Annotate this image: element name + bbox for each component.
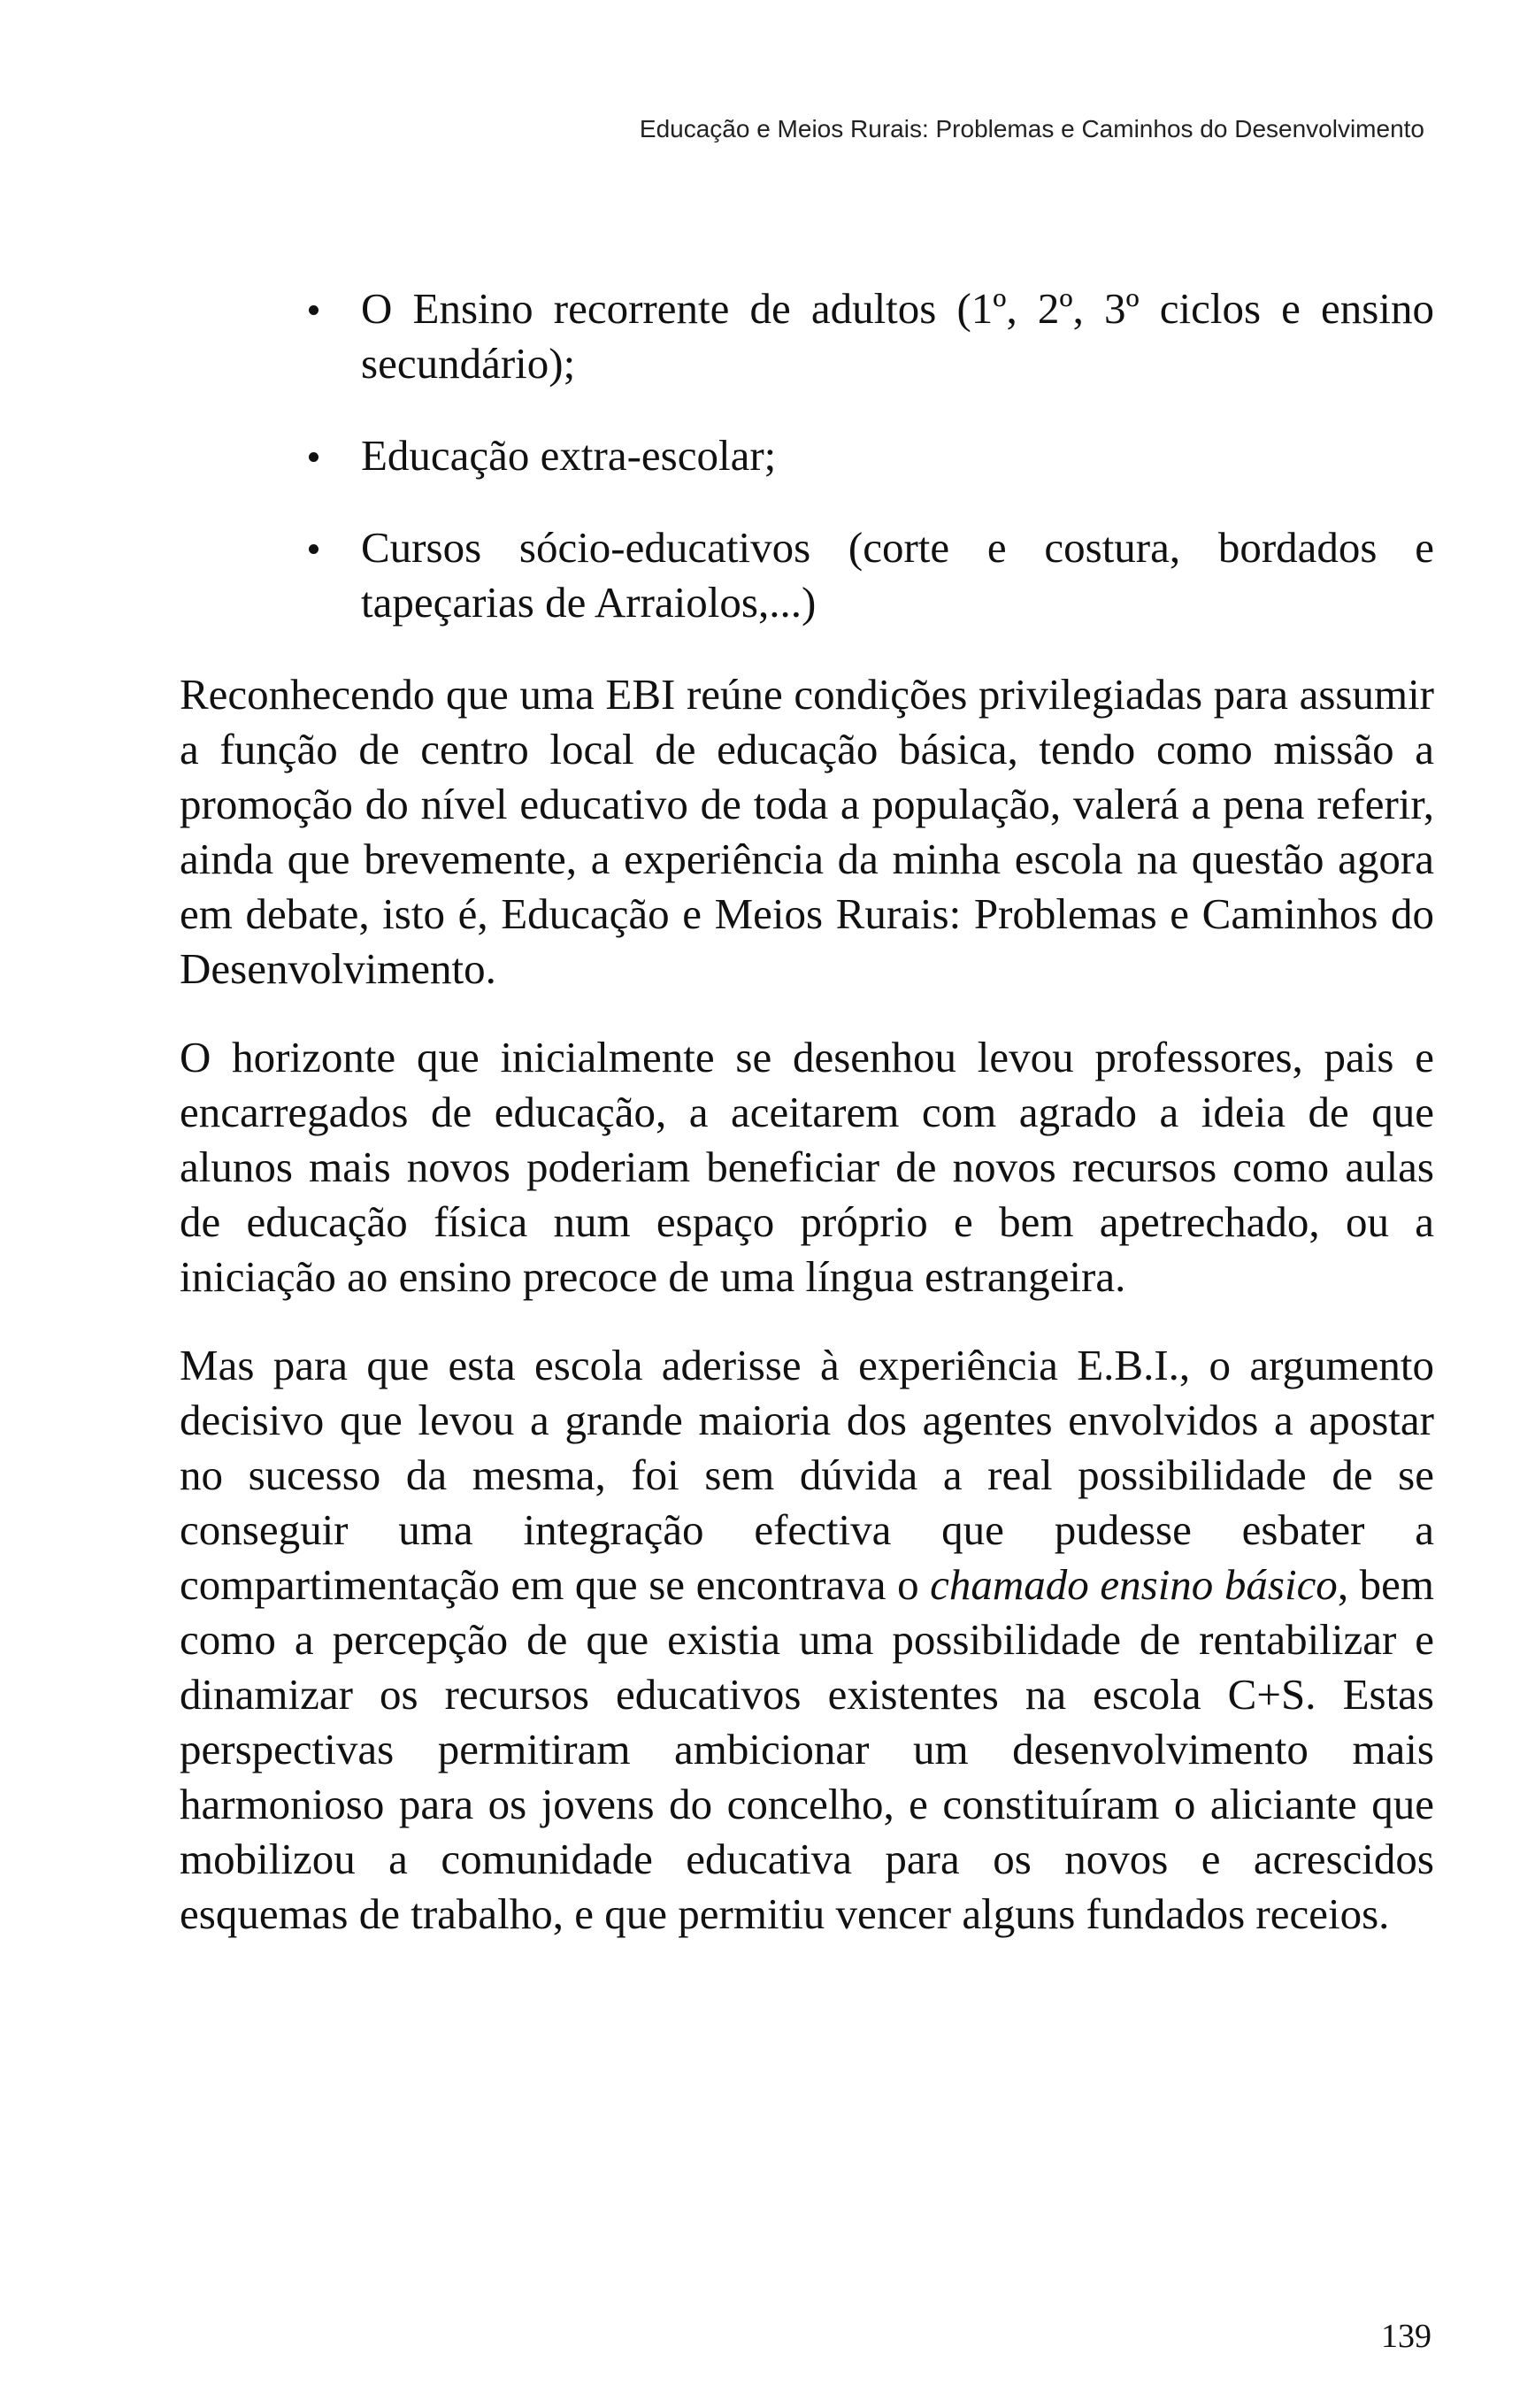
paragraph bbox=[180, 1338, 1434, 1942]
paragraph: O horizonte que inicialmente se desenhou levou professores, pais e encarregados de educação, a aceitarem com agrado a ideia de que alunos mais novos poderiam beneficiar de novos recursos como aulas de educação física num espaço próprio e bem apetrechado, ou a iniciação ao ensino precoce de uma língua estrangeira. bbox=[180, 1033, 1434, 1301]
bullet-icon bbox=[309, 544, 319, 554]
bullet-list bbox=[180, 281, 1434, 630]
list-item-text: Cursos sócio-educativos (corte e costura, bordados e tapeçarias de Arraiolos,...) bbox=[361, 523, 1434, 627]
list-item-text: Educação extra-escolar; bbox=[361, 431, 777, 480]
bullet-icon bbox=[309, 305, 319, 315]
paragraph-text: Mas para que esta escola aderisse à experiência E.B.I., o argumento decisivo que levou a grande maioria dos agentes envolvidos a apostar no sucesso da mesma, foi sem dúvida a real possibilidade de se conseguir uma integração efectiva que pudesse esbater a compartimentação em que se encontrava o bbox=[180, 1341, 1434, 1609]
paragraph: Reconhecendo que uma EBI reúne condições privilegiadas para assumir a função de centro local de educação básica, tendo como missão a promoção do nível educativo de toda a população, valerá a pena referir, ainda que brevemente, a experiência da minha escola na questão agora em debate, isto é, Educação e Meios Rurais: Problemas e Caminhos do Desenvolvimento. bbox=[180, 670, 1434, 993]
bullet-icon bbox=[309, 452, 319, 462]
paragraph-text: , bem como a percepção de que existia uma possibilidade de rentabilizar e dinamizar os recursos educativos existentes na escola C+S. Estas perspectivas permitiram ambicionar um desenvolvimento mais harmonioso para os jovens do concelho, e constituíram o aliciante que mobilizou a comunidade educativa para os novos e acrescidos esquemas de trabalho, e que permitiu vencer alguns fundados receios. bbox=[180, 1560, 1434, 1938]
list-item bbox=[180, 281, 1434, 391]
list-item bbox=[180, 520, 1434, 630]
list-item-text: O Ensino recorrente de adultos (1º, 2º, 3º ciclos e ensino secundário); bbox=[361, 284, 1434, 388]
list-item bbox=[180, 428, 1434, 483]
running-header: Educação e Meios Rurais: Problemas e Caminhos do Desenvolvimento bbox=[639, 115, 1424, 142]
page-number: 139 bbox=[1381, 2318, 1431, 2355]
emphasis-text: chamado ensino básico bbox=[930, 1560, 1338, 1609]
body-text bbox=[180, 281, 1434, 1975]
